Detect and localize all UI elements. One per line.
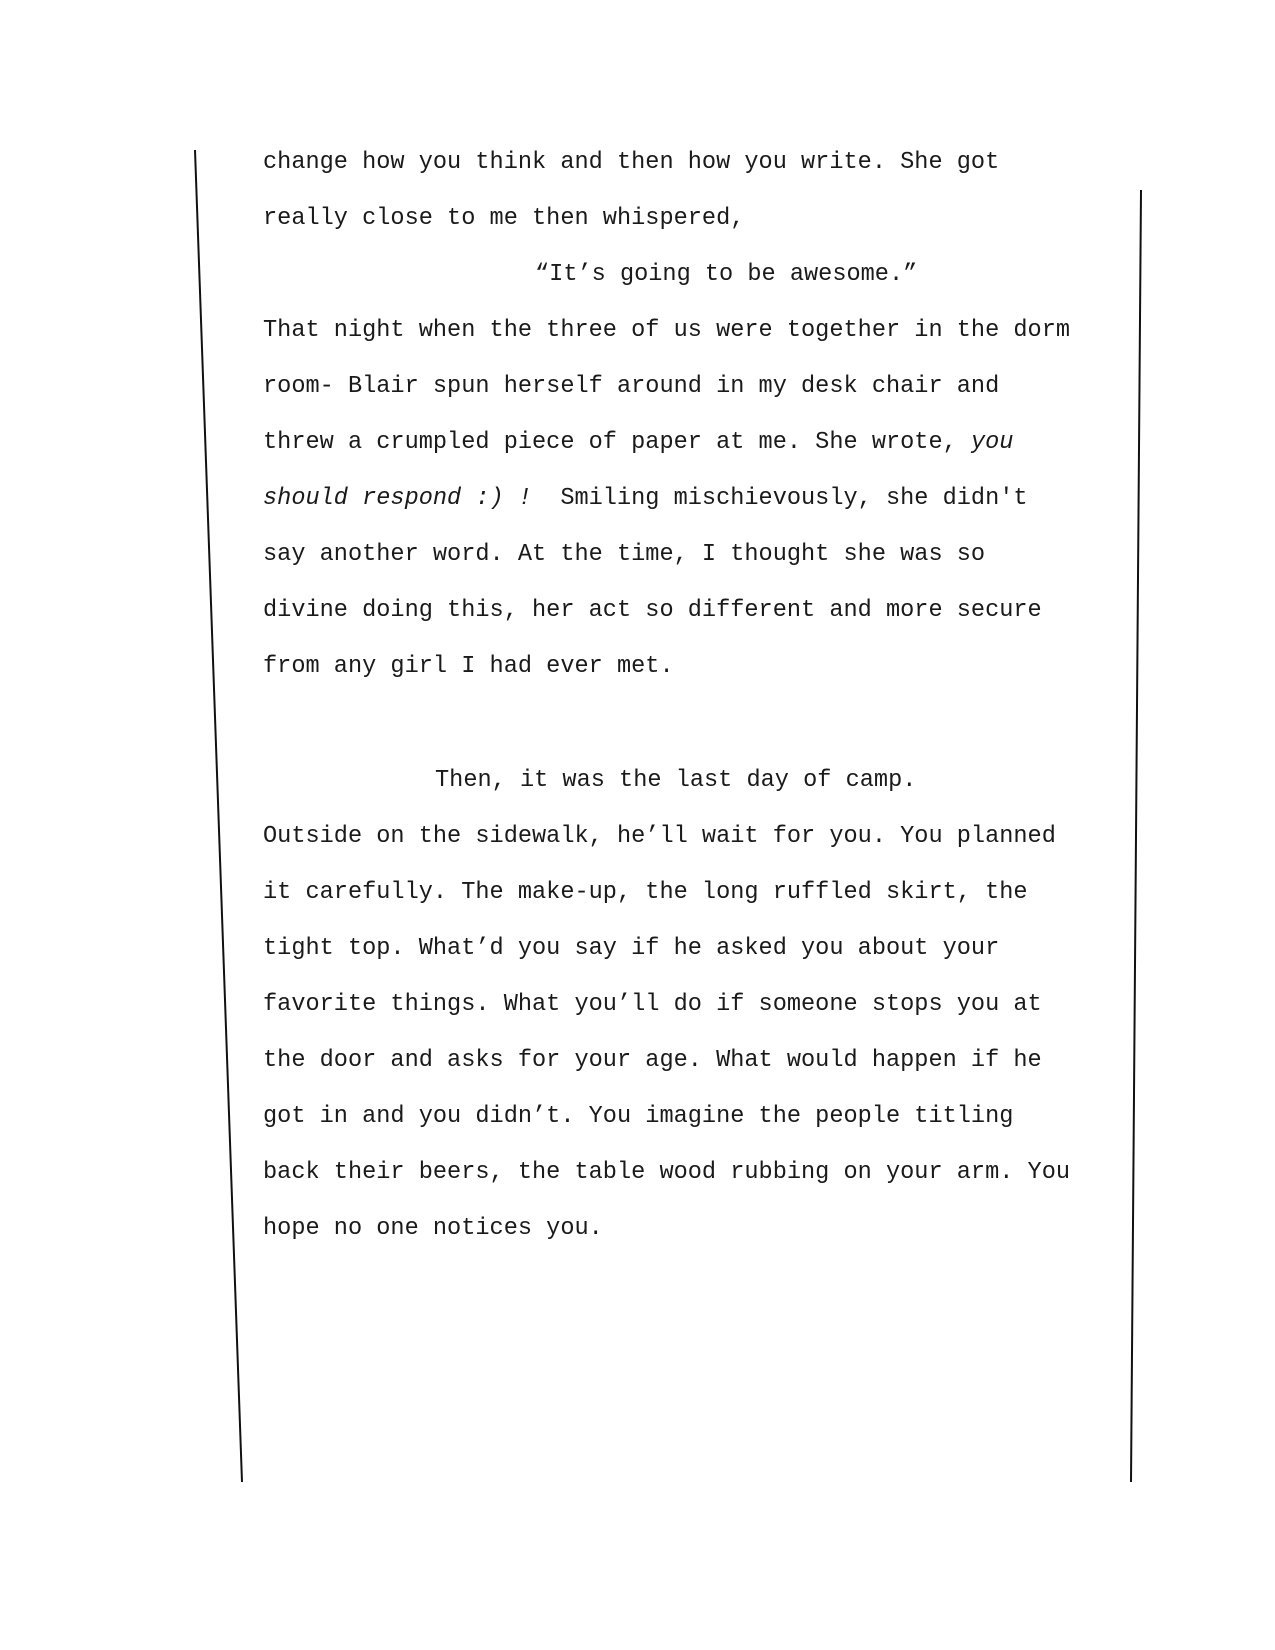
text-line: That night when the three of us were together in the dorm [263,317,1071,344]
text-line: really close to me then whispered, [263,205,745,232]
text-line: divine doing this, her act so different and more secure [263,597,1042,624]
text-line: favorite things. What you’ll do if someone stops you at [263,991,1042,1018]
text-line: got in and you didn’t. You imagine the people titling [263,1103,1014,1130]
right-margin-rule [1131,190,1141,1482]
text-line: it carefully. The make-up, the long ruffled skirt, the [263,879,1028,906]
left-margin-rule [195,150,242,1482]
text-line: Outside on the sidewalk, he’ll wait for you. You planned [263,823,1056,850]
text-line [263,431,1013,455]
italic-text: should respond :) ! [263,485,533,512]
text-line: from any girl I had ever met. [263,653,674,680]
text-line: hope no one notices you. [263,1215,603,1242]
text-line: the door and asks for your age. What would happen if he [263,1047,1042,1074]
italic-text: you [970,429,1014,456]
section-heading: Then, it was the last day of camp. [435,767,917,794]
text-line: tight top. What’d you say if he asked you about your [263,935,1000,962]
text-line: change how you think and then how you write. She got [263,149,1000,176]
text-span: Smiling mischievously, she didn't [532,485,1028,512]
text-line: room- Blair spun herself around in my desk chair and [263,373,1000,400]
text-line: say another word. At the time, I thought she was so [263,541,986,568]
text-span: threw a crumpled piece of paper at me. She wrote, [263,429,971,456]
quoted-line: “It’s going to be awesome.” [535,261,918,288]
text-line [263,487,1028,511]
text-line: back their beers, the table wood rubbing on your arm. You [263,1159,1071,1186]
